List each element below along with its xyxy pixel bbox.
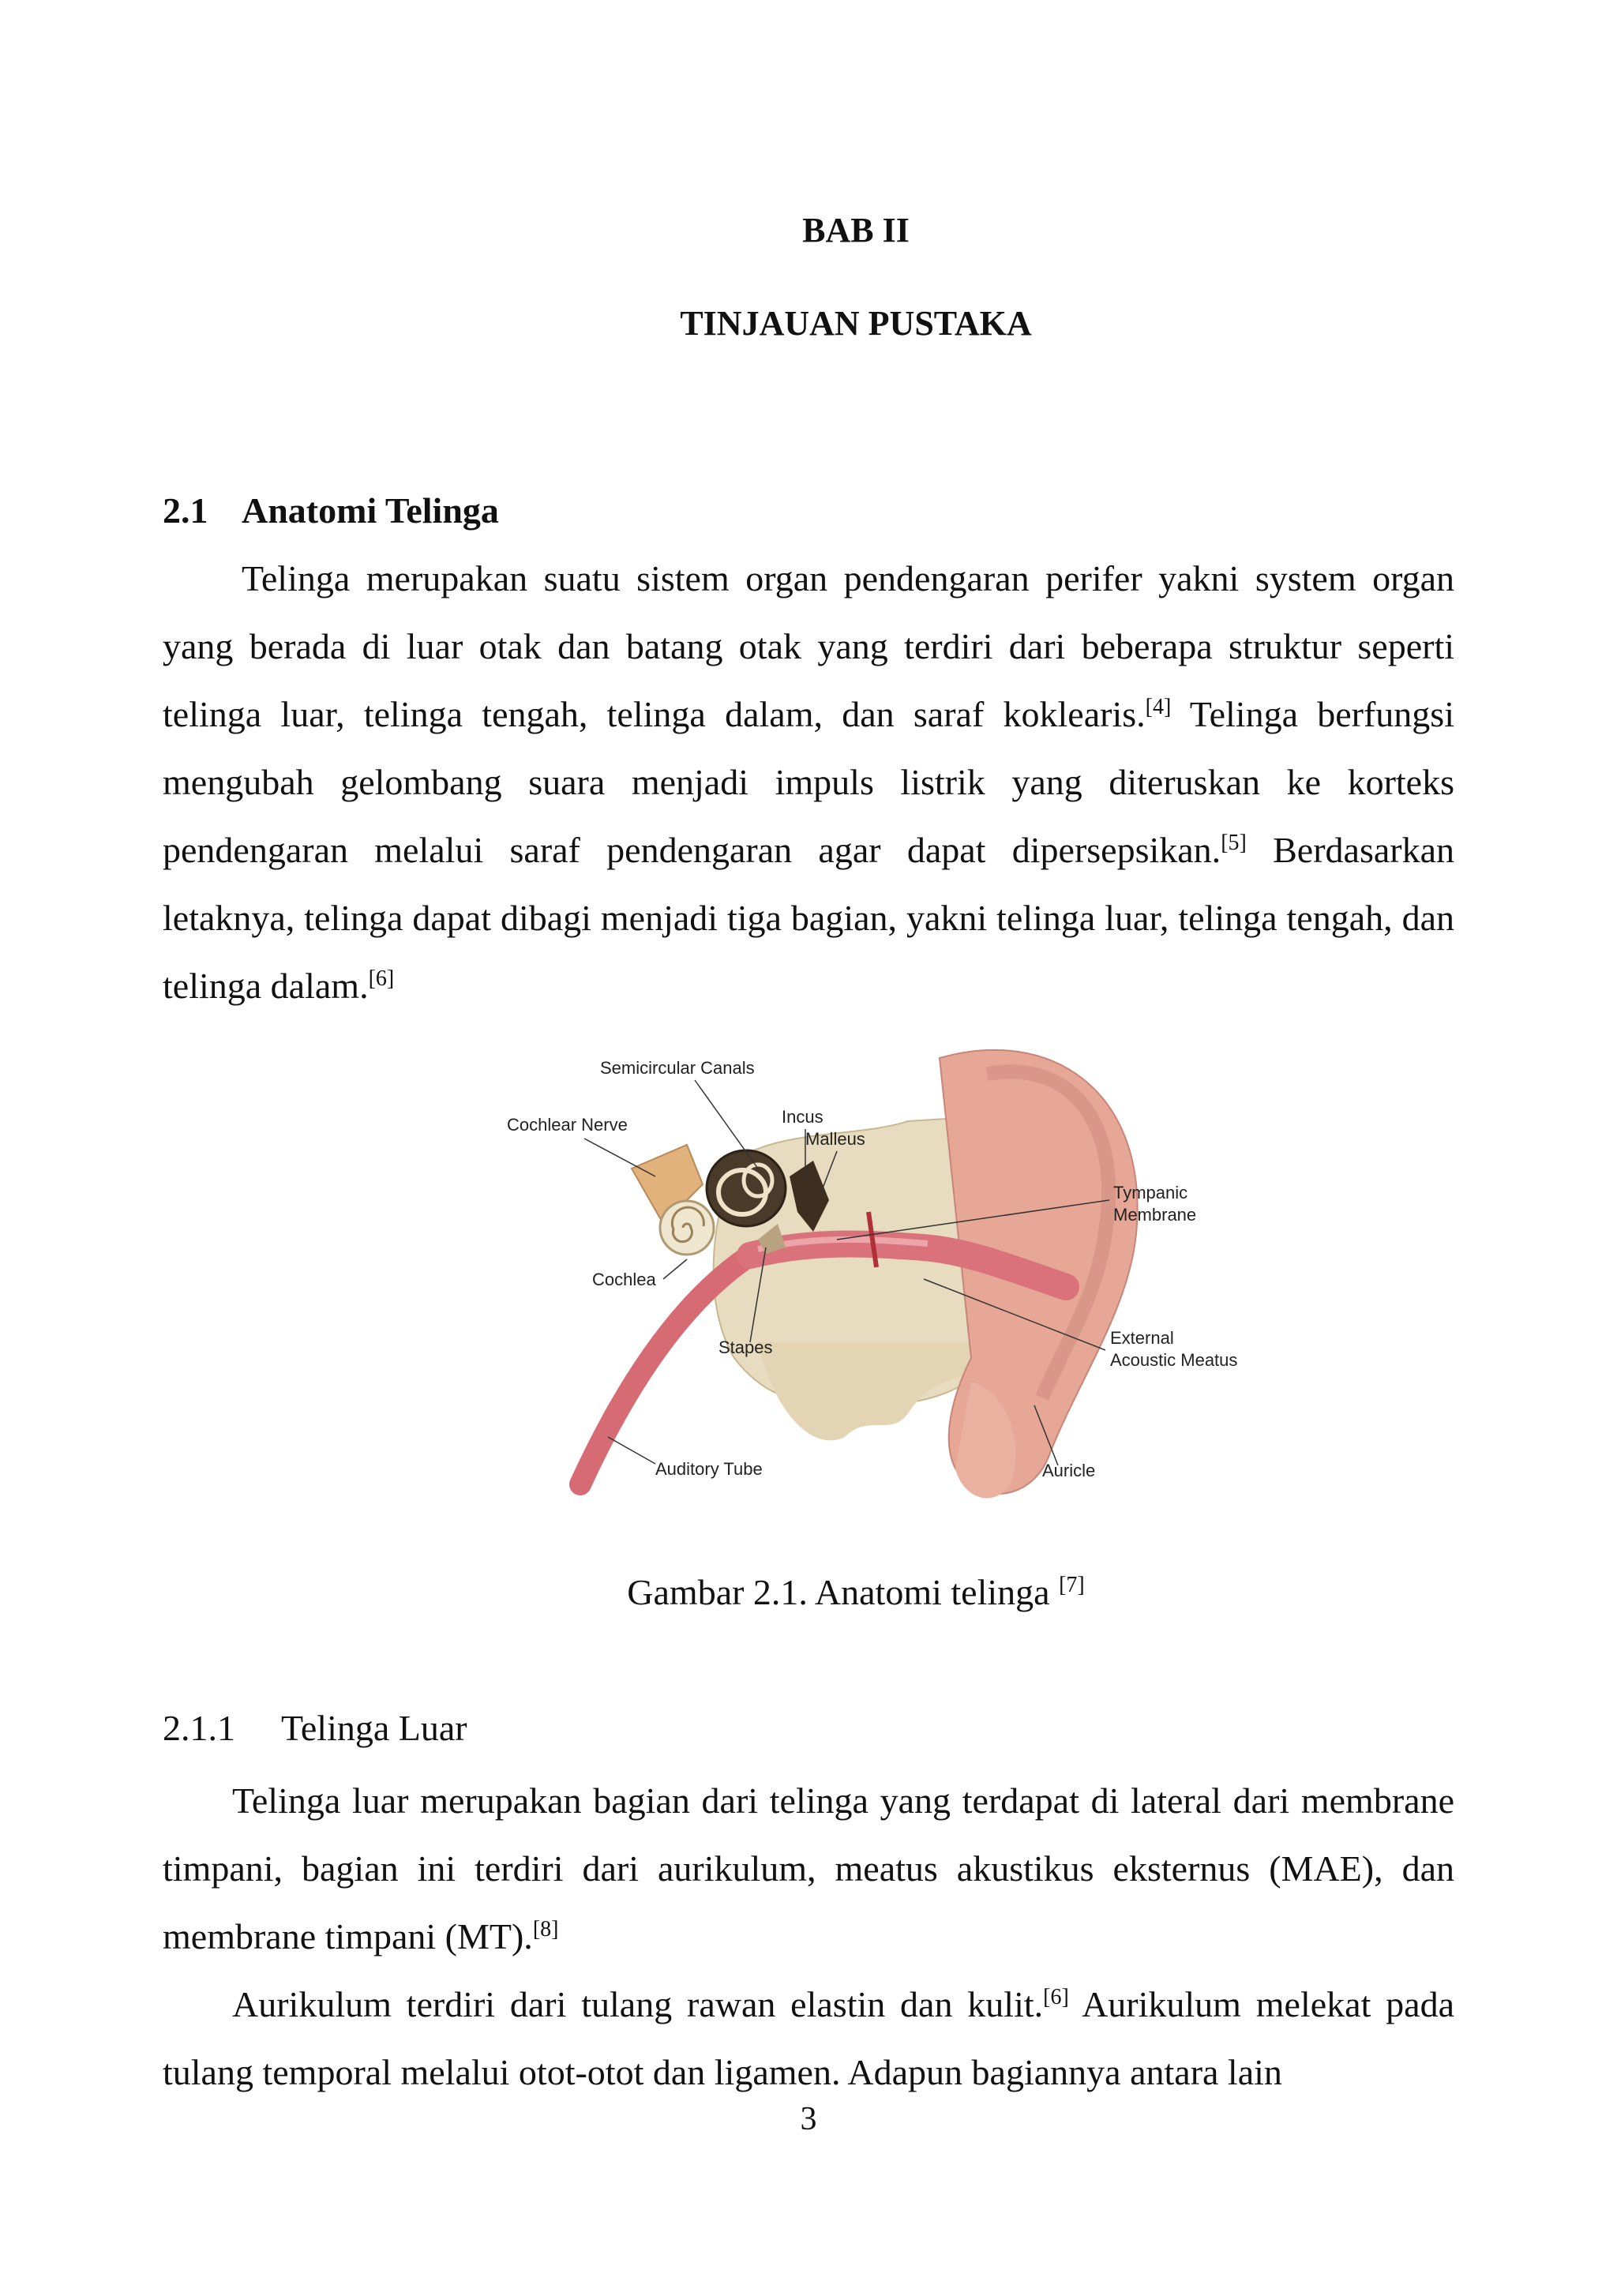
caption-text: Gambar 2.1. Anatomi telinga [627,1572,1060,1612]
paragraph-text: Aurikulum melekat pada tulang temporal melalui otot-otot dan ligamen. Adapun bagiannya antara lain [163,1984,1454,2092]
label-tympanic-membrane: Tympanic [1113,1183,1188,1202]
label-auditory-tube: Auditory Tube [655,1459,763,1479]
citation-ref: [8] [532,1917,559,1941]
label-cochlear-nerve: Cochlear Nerve [507,1115,628,1135]
ear-anatomy-figure [497,1042,1240,1516]
subsection-number: 2.1.1 [163,1708,235,1748]
paragraph-text: Berdasarkan letaknya, telinga dapat dibagi menjadi tiga bagian, yakni telinga luar, telinga tengah, dan telinga dalam. [163,830,1455,1006]
citation-ref: [7] [1059,1573,1085,1597]
citation-ref: [6] [1043,1985,1069,2009]
cochlea [660,1201,714,1255]
paragraph-text: Telinga merupakan suatu sistem organ pendengaran perifer yakni system organ yang berada di luar otak dan batang otak yang terdiri dari beberapa struktur seperti telinga luar, telinga tengah, telinga dalam, dan saraf koklearis. [163,558,1454,734]
chapter-title: TINJAUAN PUSTAKA [680,304,1032,343]
paragraph-text: Telinga berfungsi mengubah gelombang suara menjadi impuls listrik yang diteruskan ke korteks pendengaran melalui saraf pendengaran agar dapat dipersepsikan. [163,694,1454,870]
label-tympanic-membrane-2: Membrane [1113,1205,1197,1225]
page-number: 3 [800,2101,817,2137]
label-external-acoustic-meatus: External [1110,1328,1174,1348]
ear-anatomy-illustration [497,1042,1240,1516]
paragraph-text: Aurikulum terdiri dari tulang rawan elastin dan kulit. [232,1984,1044,2024]
section-number: 2.1 [163,490,208,531]
label-semicircular-canals: Semicircular Canals [600,1058,755,1078]
citation-ref: [6] [368,966,395,991]
citation-ref: [4] [1145,695,1172,719]
label-external-acoustic-meatus-2: Acoustic Meatus [1110,1350,1238,1370]
subsection-title: Telinga Luar [281,1708,467,1748]
subsection-heading [163,1707,467,1749]
label-malleus: Malleus [805,1129,865,1149]
section-title: Anatomi Telinga [242,490,499,531]
paragraph-text: Telinga luar merupakan bagian dari telinga yang terdapat di lateral dari membrane timpani, bagian ini terdiri dari aurikulum, meatus akustikus eksternus (MAE), dan membrane timpani (MT). [163,1780,1454,1956]
citation-ref: [5] [1221,831,1247,855]
paragraph-anatomy-intro [163,545,1454,1020]
label-stapes: Stapes [718,1337,773,1357]
label-cochlea: Cochlea [592,1270,656,1289]
chapter-heading: BAB II [802,211,910,249]
label-auricle: Auricle [1042,1461,1096,1480]
figure-caption [0,1571,1617,1613]
paragraph-auricle [163,1971,1454,2107]
label-incus: Incus [782,1107,824,1127]
paragraph-outer-ear [163,1767,1454,1971]
section-heading [163,490,499,531]
